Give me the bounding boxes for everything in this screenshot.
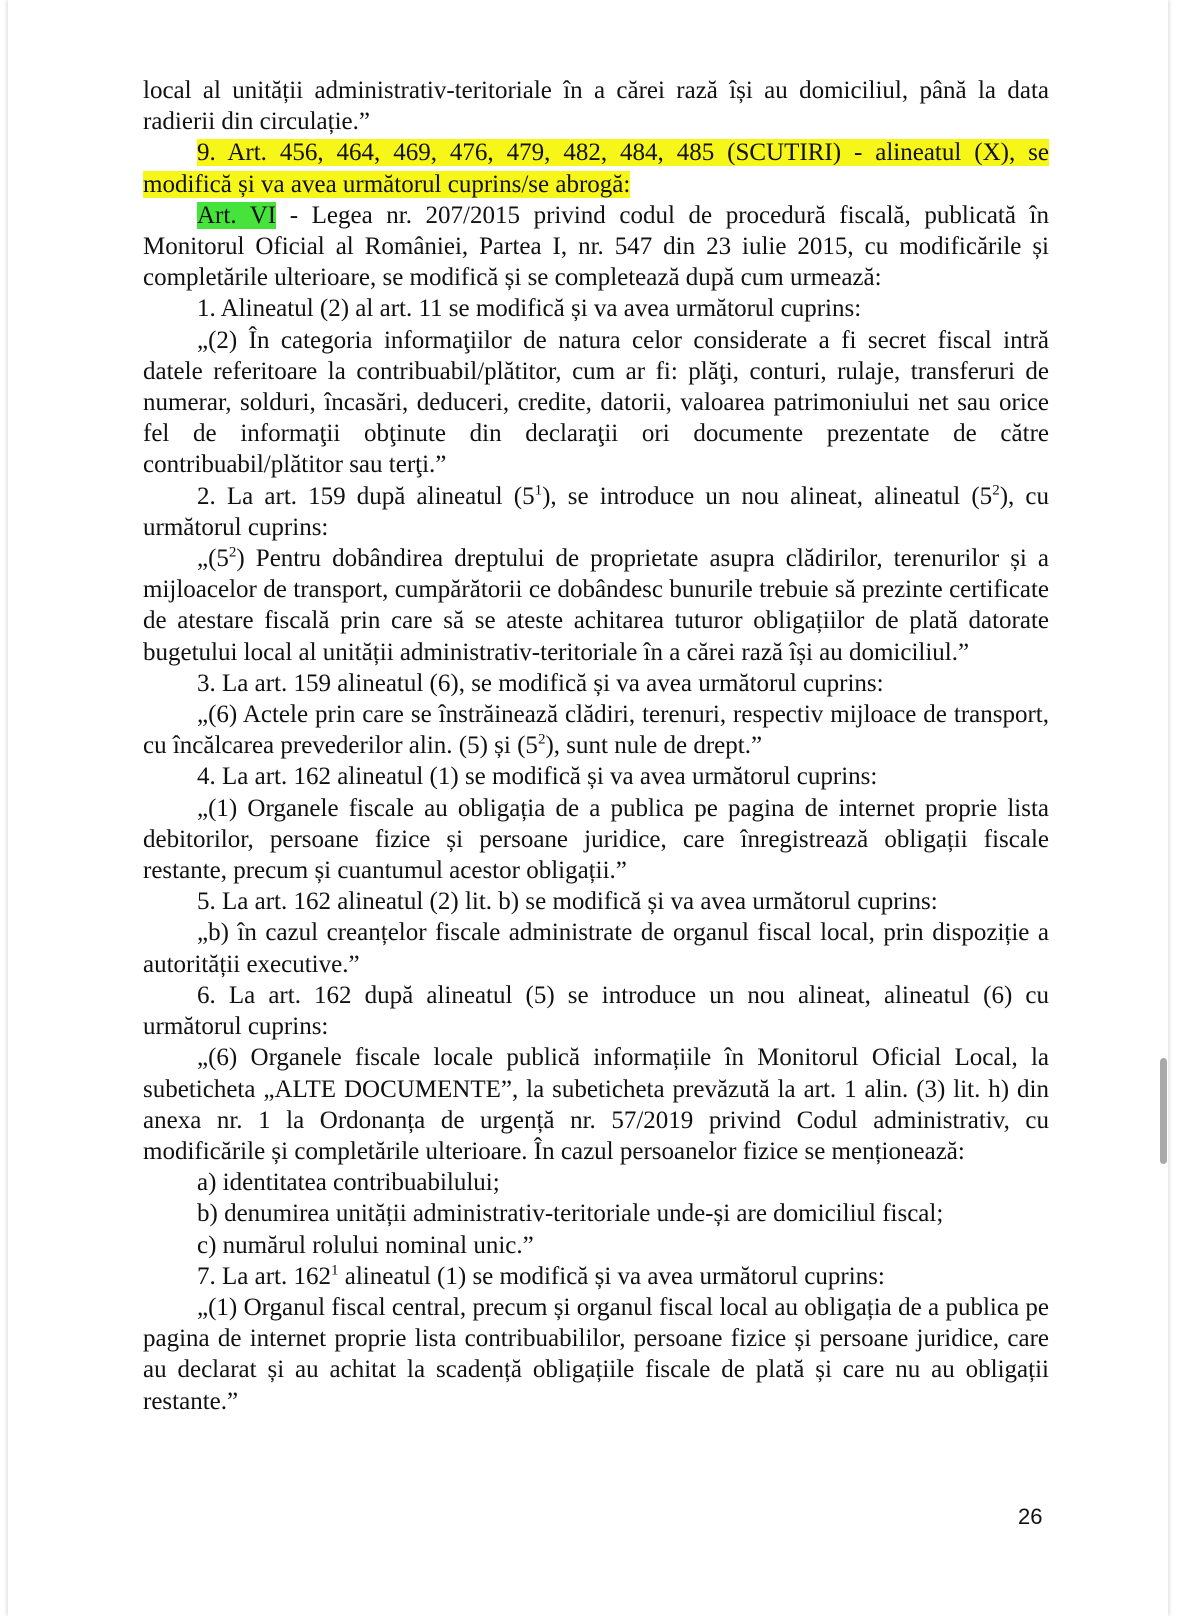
paragraph-p16 (143, 1198, 1049, 1229)
paragraph-p15 (143, 1167, 1049, 1198)
superscript: 2 (537, 731, 546, 748)
text-segment: „(1) Organele fiscale au obligația de a publica pe pagina de internet proprie lista debitorilor, persoane fizice și persoane juridice, care înregistrează obligații fiscale restante, precum și cuantumul acestor obligații.” (143, 794, 1049, 885)
superscript: 2 (992, 482, 1000, 499)
text-segment: a) identitatea contribuabilului; (197, 1169, 500, 1197)
paragraph-p11 (143, 886, 1049, 917)
highlighted-text: 9. Art. 456, 464, 469, 476, 479, 482, 484, 485 (SCUTIRI) - alineatul (X), se modifică și va avea următorul cuprins/se abrogă: (143, 139, 1049, 198)
text-segment: „(2) În categoria informaţiilor de natura celor considerate a fi secret fiscal intră datele referitoare la contribuabil/plătitor, cum ar fi: plăţi, conturi, rulaje, transferuri de numerar, solduri, încasări, deduceri, credite, datorii, valoarea patrimoniului net sau orice fel de informaţii obţinute din declaraţii ori documente prezentate de către contribuabil/plătitor sau terţi.” (143, 326, 1049, 479)
text-segment: 2. La art. 159 după alineatul (5 (197, 482, 535, 510)
document-body (143, 75, 1049, 1417)
text-segment: „(5 (197, 545, 229, 573)
text-segment: ), cu următorul cuprins: (143, 482, 1050, 541)
highlighted-article-label: Art. VI (197, 201, 277, 229)
document-page (8, 0, 1168, 1616)
text-segment: alineatul (1) se modifică și va avea următorul cuprins: (338, 1262, 885, 1290)
text-segment: „(1) Organul fiscal central, precum și organul fiscal local au obligația de a publica pe pagina de internet proprie lista contribuabililor, persoane fizice și persoane juridice, care au declarat și au achitat la scadență obligațiile fiscale de plată și care nu au obligații restante.” (143, 1293, 1049, 1415)
paragraph-p17 (143, 1230, 1049, 1261)
paragraph-p9 (143, 761, 1049, 792)
text-segment: ) Pentru dobândirea dreptului de proprietate asupra clădirilor, terenurilor și a mijloacelor de transport, cumpărătorii ce dobândesc bunurile trebuie să prezinte certificate de atestare fiscală prin care să se ateste achitarea tuturor obligațiilor de plată datorate bugetului local al unității administrativ-teritoriale în a cărei rază își au domiciliul.” (143, 545, 1049, 666)
text-segment: 3. La art. 159 alineatul (6), se modifică și va avea următorul cuprins: (197, 669, 884, 697)
text-segment: 5. La art. 162 alineatul (2) lit. b) se modifică și va avea următorul cuprins: (197, 888, 938, 916)
paragraph-p5 (143, 481, 1049, 543)
paragraph-p18 (143, 1261, 1049, 1292)
paragraph-p19 (143, 1292, 1049, 1417)
paragraph-p2 (143, 200, 1049, 294)
paragraph-p4 (143, 325, 1049, 481)
superscript: 1 (534, 482, 543, 499)
text-segment: 6. La art. 162 după alineatul (5) se introduce un nou alineat, alineatul (6) cu următorul cuprins: (143, 981, 1049, 1041)
paragraph-p10 (143, 793, 1049, 887)
paragraph-p14 (143, 1042, 1049, 1167)
paragraph-p13 (143, 980, 1049, 1042)
paragraph-p6 (143, 543, 1049, 668)
paragraph-p12 (143, 917, 1049, 979)
paragraph-p3 (143, 293, 1049, 324)
text-segment: „(6) Organele fiscale locale publică informațiile în Monitorul Oficial Local, la subeticheta „ALTE DOCUMENTE”, la subeticheta prevăzută la art. 1 alin. (3) lit. h) din anexa nr. 1 la Ordonanța de urgență nr. 57/2019 privind Codul administrativ, cu modificările și completările ulterioare. În cazul persoanelor fizice se menționează: (143, 1044, 1049, 1165)
superscript: 1 (330, 1262, 339, 1279)
text-segment: 1. Alineatul (2) al art. 11 se modifică și va avea următorul cuprins: (197, 295, 862, 323)
superscript: 2 (228, 544, 237, 561)
text-segment: - Legea nr. 207/2015 privind codul de procedură fiscală, publicată în Monitorul Oficial al României, Partea I, nr. 547 din 23 iulie 2015, cu modificările și completările ulterioare, se modifică și se completează după cum urmează: (143, 201, 1049, 292)
text-segment: 7. La art. 162 (197, 1262, 331, 1290)
scrollbar-thumb[interactable] (1160, 1058, 1167, 1164)
text-segment: c) numărul rolului nominal unic.” (197, 1231, 534, 1259)
text-segment: b) denumirea unității administrativ-teritoriale unde-și are domiciliul fiscal; (197, 1200, 944, 1228)
paragraph-p7 (143, 668, 1049, 699)
text-segment: ), se introduce un nou alineat, alineatul (5 (542, 482, 993, 510)
paragraph-p1 (143, 137, 1049, 199)
text-segment: local al unității administrativ-teritoriale în a cărei rază își au domiciliul, până la data radierii din circulație.” (143, 77, 1049, 136)
text-segment: ), sunt nule de drept.” (545, 732, 763, 760)
page-number: 26 (1018, 1504, 1043, 1529)
text-segment: 4. La art. 162 alineatul (1) se modifică și va avea următorul cuprins: (197, 763, 878, 791)
text-segment: „(6) Actele prin care se înstrăinează clădiri, terenuri, respectiv mijloace de transport, cu încălcarea prevederilor alin. (5) și (5 (143, 701, 1049, 760)
text-segment: „b) în cazul creanțelor fiscale administrate de organul fiscal local, prin dispoziție a autorității executive.” (143, 919, 1049, 978)
paragraph-p8 (143, 699, 1049, 761)
paragraph-p0 (143, 75, 1049, 137)
